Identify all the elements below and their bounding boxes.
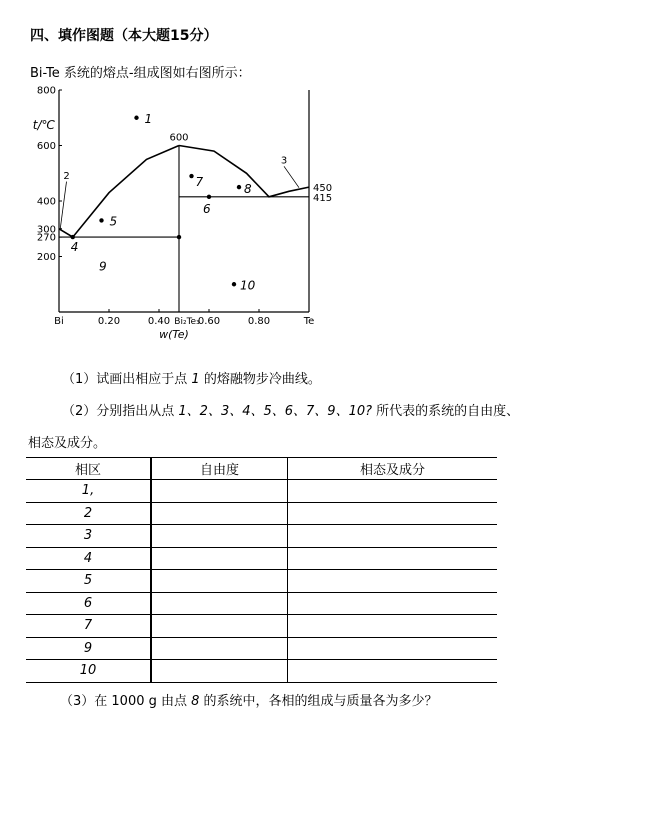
y-tick-label: 600	[36, 141, 56, 152]
question-1-point: 1	[191, 372, 200, 387]
degrees-of-freedom-cell[interactable]	[151, 480, 288, 503]
phase-diagram	[28, 82, 338, 350]
question-1-suffix: 的熔融物步冷曲线。	[199, 372, 321, 387]
diagram-axes	[33, 86, 315, 342]
curve-label: 2	[63, 170, 70, 182]
header-degrees-of-freedom: 自由度	[151, 458, 288, 480]
x-tick-label: Bi	[54, 316, 64, 327]
state-point	[71, 235, 75, 239]
y-tick-label: 300	[36, 224, 56, 236]
state-point	[237, 185, 241, 189]
table-row	[26, 525, 497, 548]
question-3-suffix: 的系统中，各相的组成与质量各为多少？	[199, 694, 438, 709]
table-row	[26, 502, 497, 525]
x-axis-title: w(Te)	[159, 328, 189, 341]
question-3-point: 8	[191, 694, 200, 709]
phase-region-cell: 4	[26, 547, 151, 570]
table-row	[26, 660, 497, 683]
diagram-points	[71, 112, 256, 293]
phase-region-cell: 2	[26, 502, 151, 525]
x-tick-label: 0.80	[247, 316, 271, 327]
x-tick-label: 0.40	[147, 316, 171, 327]
table-row	[26, 592, 497, 615]
y-axis-title: t/℃	[32, 117, 55, 132]
state-point-label: 10	[240, 278, 256, 293]
x-tick-label: 0.60	[197, 316, 221, 327]
degrees-of-freedom-cell[interactable]	[151, 637, 288, 660]
degrees-of-freedom-cell[interactable]	[151, 570, 288, 593]
phase-region-cell: 7	[26, 615, 151, 638]
degrees-of-freedom-cell[interactable]	[151, 660, 288, 683]
degrees-of-freedom-cell[interactable]	[151, 525, 288, 548]
x-tick-label: 0.20	[97, 316, 121, 327]
answer-table	[26, 457, 497, 683]
phase-region-cell: 1,	[26, 480, 151, 503]
y-tick-label: 270	[36, 232, 56, 244]
header-phase-composition: 相态及成分	[288, 458, 498, 480]
state-point	[207, 195, 211, 199]
phase-composition-cell[interactable]	[288, 637, 498, 660]
state-point	[232, 282, 236, 286]
phase-composition-cell[interactable]	[288, 615, 498, 638]
table-row	[26, 547, 497, 570]
state-point-label: 7	[195, 175, 204, 190]
question-2	[62, 400, 519, 419]
x-tick-label: Bi₂Te₃	[174, 317, 200, 327]
question-3-prefix: （3）在 1000 g 由点	[60, 694, 192, 709]
state-point-label: 4	[70, 240, 79, 255]
phase-composition-cell[interactable]	[288, 570, 498, 593]
phase-region-cell: 6	[26, 592, 151, 615]
question-2-prefix: （2）分别指出从点	[62, 404, 179, 419]
degrees-of-freedom-cell[interactable]	[151, 592, 288, 615]
state-point	[99, 218, 103, 222]
question-1-prefix: （1）试画出相应于点	[62, 372, 192, 387]
question-2-continuation: 相态及成分。	[28, 436, 107, 451]
intro-text: Bi-Te 系统的熔点-组成图如右图所示：	[30, 66, 251, 81]
degrees-of-freedom-cell[interactable]	[151, 502, 288, 525]
phase-composition-cell[interactable]	[288, 547, 498, 570]
phase-region-cell: 3	[26, 525, 151, 548]
table-row	[26, 615, 497, 638]
label-3-leader	[284, 166, 299, 187]
phase-region-cell: 9	[26, 637, 151, 660]
phase-composition-cell[interactable]	[288, 525, 498, 548]
degrees-of-freedom-cell[interactable]	[151, 547, 288, 570]
label-2-leader	[60, 182, 66, 229]
degrees-of-freedom-cell[interactable]	[151, 615, 288, 638]
state-point-label: 1	[144, 111, 153, 126]
y-tick-label: 800	[36, 85, 56, 97]
table-header-row	[26, 458, 497, 480]
state-point-label: 5	[109, 214, 118, 229]
phase-region-cell: 10	[26, 660, 151, 683]
state-point-label: 9	[99, 259, 107, 274]
state-point-label: 8	[244, 182, 252, 197]
header-phase-region: 相区	[26, 458, 151, 480]
section-heading: 四、填作图题（本大题15分）	[30, 28, 218, 44]
y-tick-label: 200	[36, 252, 56, 263]
table-row	[26, 480, 497, 503]
diagram-lines	[59, 146, 309, 313]
curve-label: 415	[313, 192, 333, 204]
curve-label: 600	[169, 132, 189, 144]
compound-eutectic-dot	[177, 235, 181, 239]
state-point	[134, 116, 138, 120]
table-row	[26, 570, 497, 593]
phase-composition-cell[interactable]	[288, 592, 498, 615]
question-2-suffix: 所代表的系统的自由度、	[372, 404, 520, 419]
y-tick-label: 400	[36, 196, 56, 208]
question-3	[60, 690, 438, 709]
phase-composition-cell[interactable]	[288, 480, 498, 503]
curve-label: 450	[313, 183, 333, 195]
state-point-label: 6	[203, 201, 211, 216]
phase-composition-cell[interactable]	[288, 502, 498, 525]
phase-region-cell: 5	[26, 570, 151, 593]
x-tick-label: Te	[303, 316, 315, 327]
curve-label: 3	[280, 155, 288, 167]
state-point	[189, 174, 193, 178]
liquidus-left	[59, 146, 179, 238]
phase-composition-cell[interactable]	[288, 660, 498, 683]
question-1	[62, 368, 321, 387]
question-2-points: 1、2、3、4、5、6、7、9、10?	[178, 404, 373, 419]
table-row	[26, 637, 497, 660]
